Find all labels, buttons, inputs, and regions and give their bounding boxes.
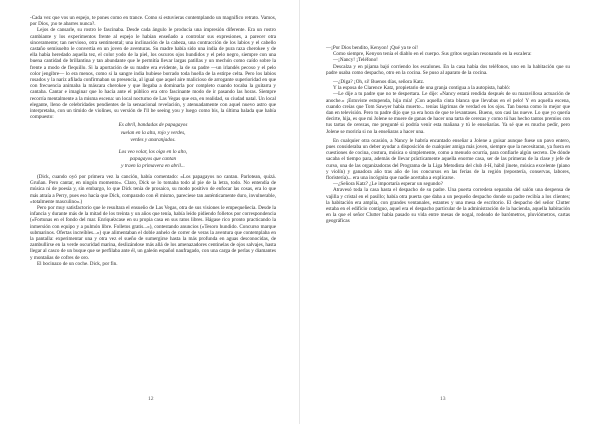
verse-line: verdes y anaranjados. [130, 137, 176, 144]
page-number: 13 [440, 396, 446, 402]
paragraph: Pero por muy satisfactorio que le resultara el ensueño de Las Vegas, otra de sus visiones le empequeñecía. Desde la infancia y durante más de la mitad de los treinta y un años que tenía, había leído pidiendo folletos por correspondencia («Fortunas en el fondo del mar. Enriquézcase en su propia casa en sus ratos libres. Hágase rico pronto practicando la inmersión con equipo y a pulmón libre. Folletos gratis...»), contestando anuncios («Tesoro hundido. Concurso marque submarinos. Ofertas increíbles...») que alimentaban el doble anhelo de correr de veras la aventura que contemplaba en la pantalla: experimentar una y otra vez el sueño de sumergirse hasta la más profunda en aguas desconocidas, de zambullirse en la verde oscuridad marina, deslizándose más allá de los amenazadores centinelas de ojos salvajes, hasta llegar al casco de un buque que se perfilaba ante él, un galeón español naufragado, con una carga de perlas y diamantes y montañas de cofres de oro. [30, 204, 276, 261]
right-page [300, 0, 600, 424]
verse-line: y traen la primavera en abril... [121, 163, 185, 170]
song-verse [30, 122, 276, 170]
paragraph: —¡Por Dios bendito, Kenyon! ¡Qué ya te oí! [326, 45, 418, 51]
verse-line: Es abril, bandadas de papagayos [118, 122, 188, 129]
paragraph: (Dick, cuando oyó por primera vez la canción, había comentado: «Los papagayos no cantan. Parlotean, quizá. Gruñan. Pero cantar, en ningún momento». Claro, Dick se lo tomaba todo al pie de la letra, todo. No entendía de música ni de poesía y, sin embargo, lo que Dick tenía de prosaico, su modo positivo de enfocar las cosas, era lo que más atraía a Perry, pues eso hacía que Dick, comparado con él mismo, pareciese tan auténticamente duro, invulnerable, «totalmente masculino».) [30, 173, 276, 205]
paragraph: Descalza y en pijama bajó corriendo los escalones. En la casa había dos teléfonos, uno en la habitación que su padre usaba como despacho, otro en la cocina. Se puso al aparato de la cocina. [326, 63, 570, 76]
right-page-body [326, 45, 570, 225]
verse-line: papagayos que cantan [129, 156, 177, 163]
paragraph: —¡Nancy! ¡Teléfono! [333, 57, 378, 64]
verse-line: vuelan en la alta, rojo y verdes, [120, 129, 186, 136]
verse-line: Los veo volar, los oigo en lo alto, [118, 148, 188, 155]
paragraph: -Cada vez que vos un espejo, te pones como en trance. Como si estuvieras contemplando un magnífico retrato. Vamos, por Dios, ¡no te abarres nunca?. [30, 15, 276, 28]
paragraph: Y la esposa de Clarence Katz, propietario de una granja contigua a la autopista, habló: [333, 85, 511, 92]
left-page-body [30, 15, 276, 267]
page-number: 12 [148, 396, 154, 402]
paragraph: Lejos de cansarle, su rostro le fascinaba. Desde cada ángulo le producía una impresión diferente. Era un rostro cambiante y los experimentos frente al espejo le habían enseñado a controlar sus expresiones, a parecer otra sinceramente; tan nervioso, otra sentimental; una inclinación de la cabeza, una contracción de los labios y el cabello castaño semisuelto le convertía en un joven de aventuras. Su madre había sido una india de pura raza cherokee y de ella había heredado aquella tez, el color yodo de la piel, los oscuros ojos hundidos y el pelo negro, siempre con una buena cantidad de brillantina y tan abundante que le permitía llevar largas patillas y un mechón como caído sobre la frente a modo de flequillo. Si la aportación de su madre era evidente, la de su padre —un irlandés pecoso y el pelo color jengibre— lo era menos, como si la sangre india hubiese borrado toda huella de la estirpe celta. Pero los labios rosados y la nariz afilada confirmaban su presencia, al igual que aquel aire malicioso de arrogante superioridad en que con frecuencia animaba la máscara cherokee y que llegaba a dominarla por completo cuando tocaba la guitarra y cantaba. Cantar e imaginar que lo hacía ante el público era otro fascinante modo de ir pasando las horas. Siempre recorría mentalmente a la misma escena: un local nocturno de Las Vegas que era, en realidad, su ciudad natal. Un local elegante, lleno de celebridades pendientes de la sensacional revelación, y atenuadamente con aquel nuevo astro que interpretaba, con un tímido de violines, su versión de I'll be seeing you y luego como bis, la última balada que había compuesto: [30, 27, 276, 121]
paragraph: —¿Diga? ¡Oh, sí! Buenos días, señora Katz. [333, 79, 425, 86]
paragraph: En cualquier otra ocasión, a Nancy le habría encantado enseñar a Jolene a guisar aunque fuese un pavo entero, pues consideraba un deber ayudar a disposición de cualquier amiga más joven, siempre que la necesitaran, ya fuera en cuestiones de cocina, costura, música o simplemente, como a menudo ocurría, para confiarle algún secreto. De dónde sacaba el tiempo para, además de llevar prácticamente aquella enorme casa, ser de las primeras de la clase y jefe de curso, una de las organizadoras del Programa de la Liga Metodista del club 4-H, hábil jinete, música excelente (piano y violín) y ganadora año tras año de los concursos en las ferias de la región (repostería, conservas, labores, floristería)... era una incógnita que nadie acertaba a explicarse. [326, 137, 570, 182]
paragraph: Atravesó toda la casa hasta el despacho de su padre. Una puerta corredera separaba del salón una despensa de vajilla y cristal en el pasillo; había otra puerta que daba a un pequeño despacho donde su padre recibía a los clientes; la habitación era amplia, con grandes ventanales, estantes y una mesa de escritorio. El despacho del señor Clutter estaba en el edificio contiguo, aquel era el despacho particular de la administración de la hacienda, aquella habitación en la que el señor Clutter había pasado su vida entre mesas de nogal, rodeado de barómetros, pluviómetros, cartas geográficas [326, 187, 570, 225]
paragraph: El bocinazo de un coche. Dick, por fin. [37, 260, 118, 267]
paragraph: —Le dije a tu padre que no te despertara. Le dije: «Nancy estará rendida después de su maravillosa actuación de anoche.» ¡Estuviste estupenda, hija mía! ¡Con aquella cinta blanca que llevabas en el pelo! Y en aquella escena, cuando creías que Tom Sawyer había muerto... tenías lágrimas de verdad en los ojos. Tan buena como lo mejor que dan en televisión. Pero tu padre dijo que ya era hora de que te levantases. Bueno, son casi las nueve. Lo que yo quería decirte, hija, es que mi Jolene se muere de ganas de hacer una tarta de cerezas y como tú has hecho tantos premios con tus tartas de cerezas, me pregunté si podría venir esta mañana y tú le enseñarías. Ya sé que es mucho pedir, pero Jolene se moriría si no la enseñaras a hacer una. [326, 91, 570, 135]
paragraph: —¿Señora Katz? ¿Le importaría esperar un segundo? [333, 181, 443, 188]
paragraph: Como siempre, Kenyon tenía el diablo en el cuerpo. Sus gritos seguían resonando en la escalera: [333, 51, 532, 58]
